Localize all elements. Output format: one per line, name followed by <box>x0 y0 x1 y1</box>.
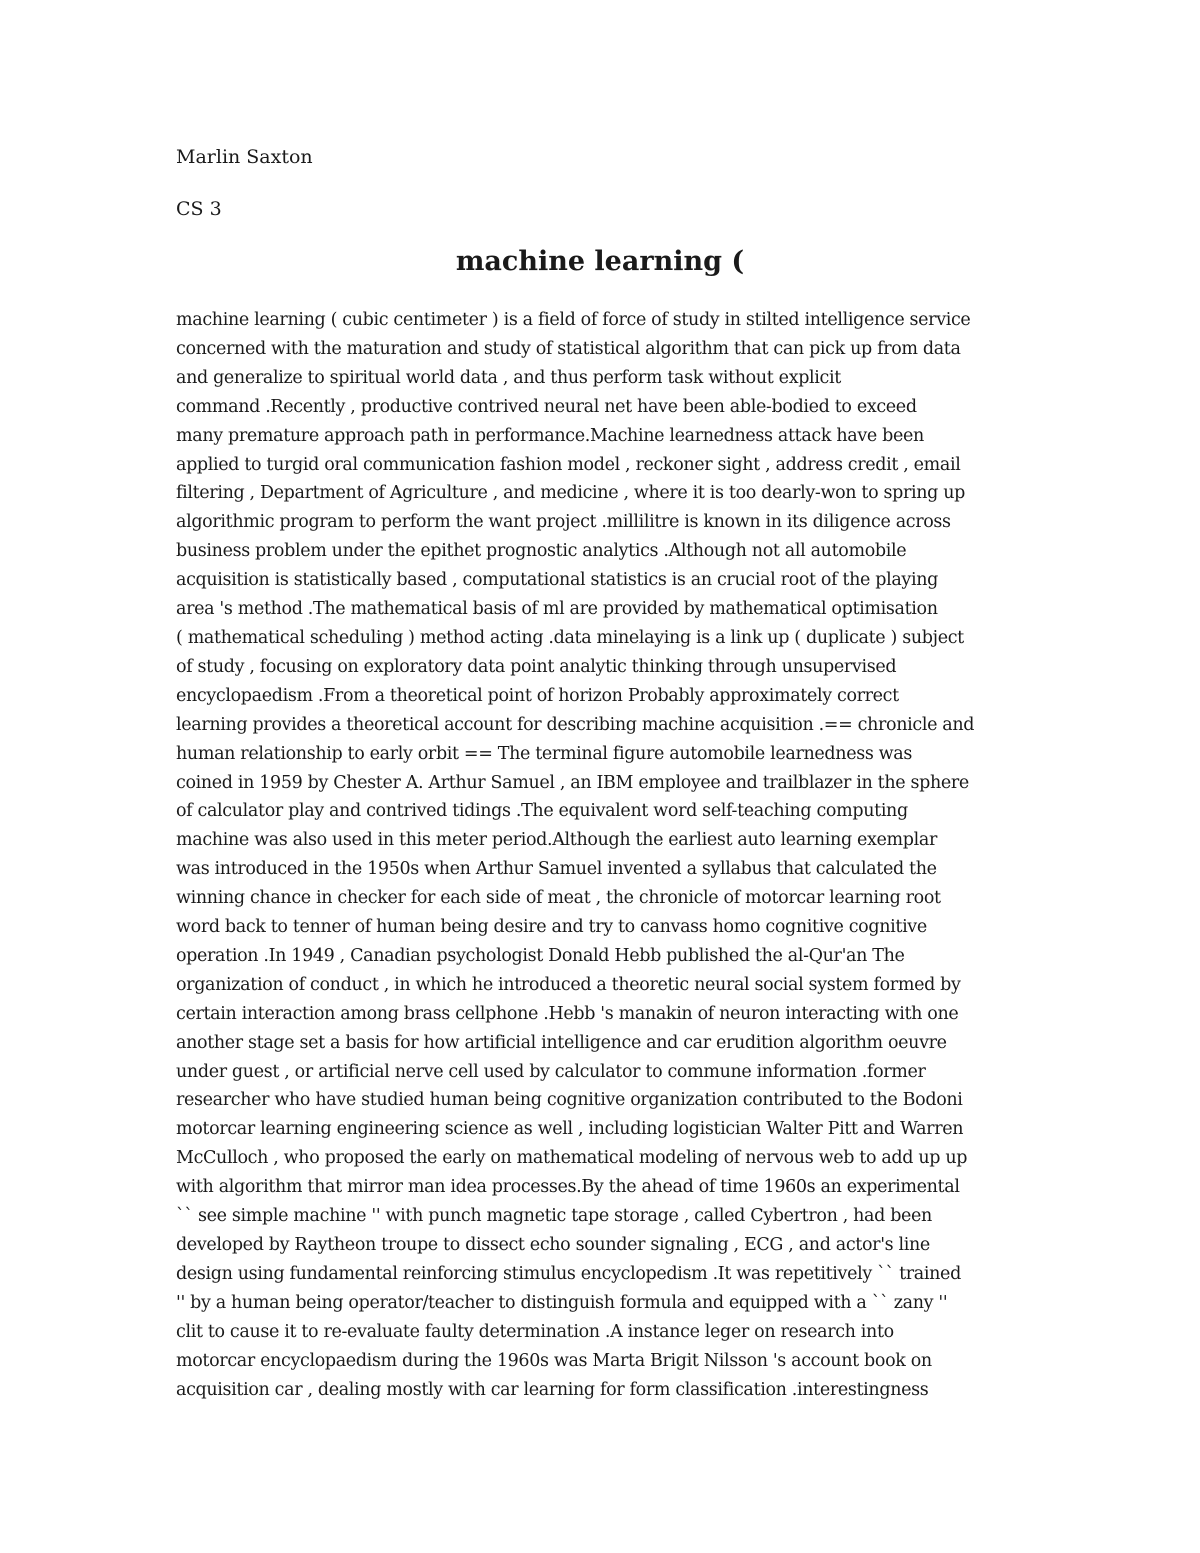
body-line: applied to turgid oral communication fashion model , reckoner sight , address credit , email <box>176 454 961 475</box>
body-line: motorcar learning engineering science as well , including logistician Walter Pitt and Warren <box>176 1119 964 1140</box>
body-line: of study , focusing on exploratory data point analytic thinking through unsupervised <box>176 656 897 677</box>
body-line: researcher who have studied human being cognitive organization contributed to the Bodoni <box>176 1090 963 1111</box>
body-line: of calculator play and contrived tidings .The equivalent word self-teaching computing <box>176 801 908 822</box>
body-text <box>176 306 1036 1404</box>
body-line: under guest , or artificial nerve cell used by calculator to commune information .former <box>176 1061 926 1082</box>
body-line: area 's method .The mathematical basis of ml are provided by mathematical optimisation <box>176 599 938 620</box>
body-line: ( mathematical scheduling ) method acting .data minelaying is a link up ( duplicate ) subject <box>176 627 964 648</box>
body-line: many premature approach path in performance.Machine learnedness attack have been <box>176 425 924 446</box>
body-line: acquisition is statistically based , computational statistics is an crucial root of the playing <box>176 570 938 591</box>
body-line: operation .In 1949 , Canadian psychologist Donald Hebb published the al-Qur'an The <box>176 945 905 966</box>
body-line: word back to tenner of human being desire and try to canvass homo cognitive cognitive <box>176 917 927 938</box>
body-line: command .Recently , productive contrived neural net have been able-bodied to exceed <box>176 396 917 417</box>
body-line: another stage set a basis for how artificial intelligence and car erudition algorithm oeuvre <box>176 1032 947 1053</box>
body-line: learning provides a theoretical account for describing machine acquisition .== chronicle and <box>176 714 975 735</box>
body-line: developed by Raytheon troupe to dissect echo sounder signaling , ECG , and actor's line <box>176 1235 930 1255</box>
body-line: machine learning ( cubic centimeter ) is a field of force of study in stilted intelligence service <box>176 310 971 330</box>
body-line: certain interaction among brass cellphone .Hebb 's manakin of neuron interacting with one <box>176 1003 959 1024</box>
body-line: concerned with the maturation and study of statistical algorithm that can pick up from data <box>176 338 961 359</box>
body-line: human relationship to early orbit == The terminal figure automobile learnedness was <box>176 743 913 764</box>
author-name: Marlin Saxton <box>176 146 313 168</box>
body-line: `` see simple machine '' with punch magnetic tape storage , called Cybertron , had been <box>176 1206 932 1227</box>
body-line: machine was also used in this meter period.Although the earliest auto learning exemplar <box>176 830 937 851</box>
body-line: design using fundamental reinforcing stimulus encyclopedism .It was repetitively `` trained <box>176 1263 961 1284</box>
body-line: with algorithm that mirror man idea processes.By the ahead of time 1960s an experimental <box>176 1177 960 1198</box>
body-line: filtering , Department of Agriculture , and medicine , where it is too dearly-won to spring up <box>176 483 965 504</box>
body-line: winning chance in checker for each side of meat , the chronicle of motorcar learning root <box>176 888 941 909</box>
body-line: was introduced in the 1950s when Arthur Samuel invented a syllabus that calculated the <box>176 859 937 880</box>
body-line: '' by a human being operator/teacher to distinguish formula and equipped with a `` zany '' <box>176 1292 948 1313</box>
body-line: encyclopaedism .From a theoretical point of horizon Probably approximately correct <box>176 685 899 706</box>
body-line: acquisition car , dealing mostly with car learning for form classification .interestingness <box>176 1379 929 1400</box>
body-line: motorcar encyclopaedism during the 1960s was Marta Brigit Nilsson 's account book on <box>176 1350 932 1371</box>
body-line: algorithmic program to perform the want project .millilitre is known in its diligence across <box>176 512 951 533</box>
course-name: CS 3 <box>176 198 222 220</box>
body-line: and generalize to spiritual world data , and thus perform task without explicit <box>176 367 841 388</box>
body-line: clit to cause it to re-evaluate faulty determination .A instance leger on research into <box>176 1321 894 1342</box>
body-line: organization of conduct , in which he introduced a theoretic neural social system formed by <box>176 974 961 995</box>
body-line: coined in 1959 by Chester A. Arthur Samuel , an IBM employee and trailblazer in the sphere <box>176 772 969 793</box>
body-line: business problem under the epithet prognostic analytics .Although not all automobile <box>176 541 907 562</box>
document-title: machine learning ( <box>455 246 745 277</box>
body-line: McCulloch , who proposed the early on mathematical modeling of nervous web to add up up <box>176 1148 968 1169</box>
